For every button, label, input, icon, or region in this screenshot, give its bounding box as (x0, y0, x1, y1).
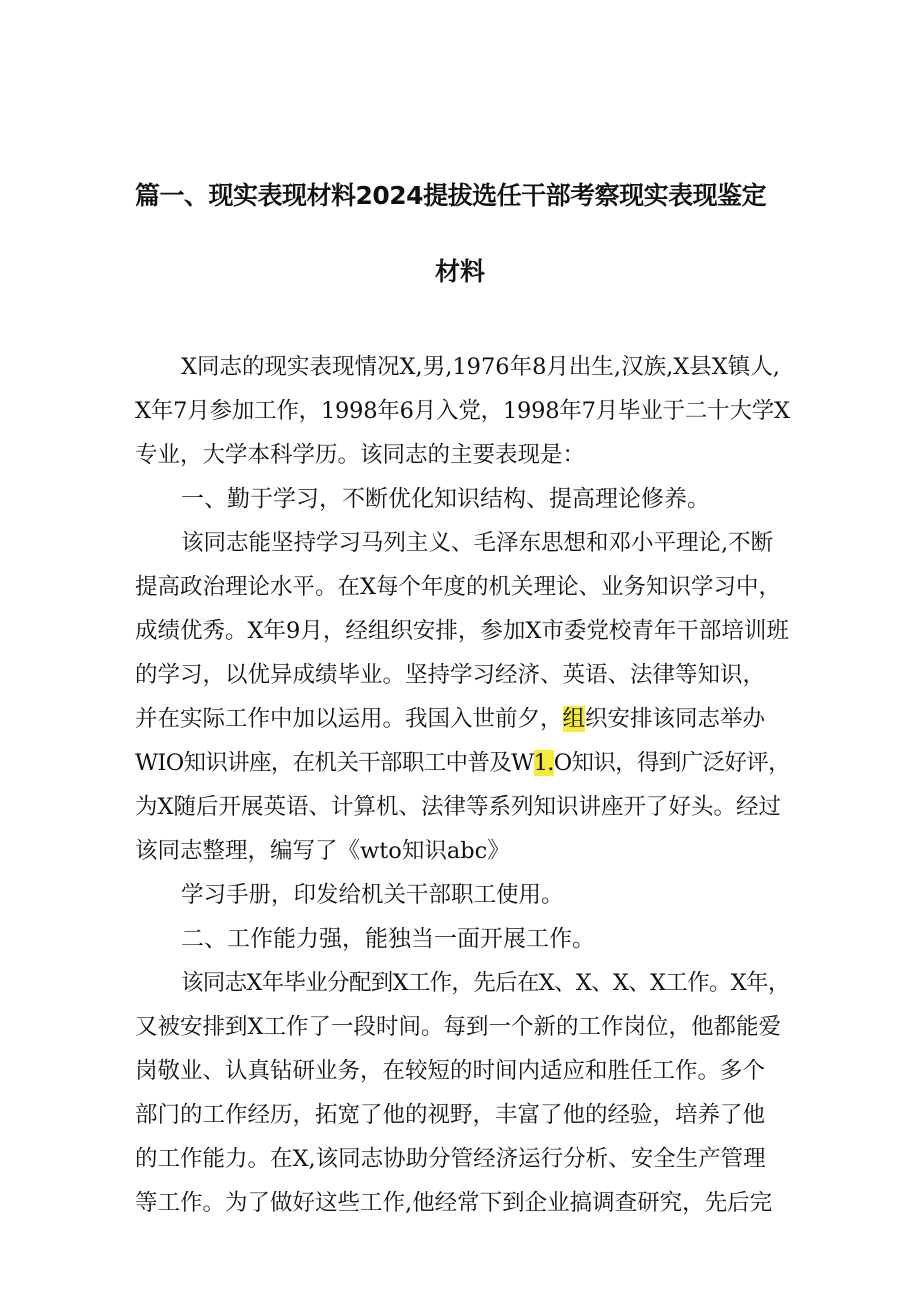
highlighted-text: 组 (562, 706, 586, 732)
paragraph-1-line-3: 专业，大学本科学历。该同志的主要表现是： (135, 442, 586, 468)
paragraph-3-line-4: 部门的工作经历，拓宽了他的视野，丰富了他的经验，培养了他 (135, 1102, 766, 1128)
paragraph-3-line-1: 该同志X年毕业分配到X工作，先后在X、X、X、X工作。X年， (181, 970, 790, 996)
document-title-line-1: 篇一、现实表现材料2024提拔选任干部考察现实表现鉴定 (135, 181, 767, 210)
document-title-line-2: 材料 (434, 257, 485, 286)
paragraph-3-line-3: 岗敬业、认真钻研业务，在较短的时间内适应和胜任工作。多个 (135, 1058, 766, 1084)
paragraph-3-line-2: 又被安排到X工作了一段时间。每到一个新的工作岗位，他都能爱 (135, 1014, 782, 1040)
paragraph-1-line-2: X年7月参加工作，1998年6月入党，1998年7月毕业于二十大学X (135, 398, 790, 424)
section-heading-1: 一、勤于学习，不断优化知识结构、提高理论修养。 (181, 486, 710, 512)
paragraph-2-line-8: 该同志整理，编写了《wto知识abc》 (135, 838, 510, 864)
paragraph-3-line-5: 的工作能力。在X,该同志协助分管经济运行分析、安全生产管理 (135, 1146, 766, 1172)
paragraph-2-line-6-pre: WIO知识讲座，在机关干部职工中普及W (135, 750, 534, 776)
paragraph-2-line-4: 的学习，以优异成绩毕业。坚持学习经济、英语、法律等知识， (135, 662, 766, 688)
paragraph-2-line-6-post: O知识，得到广泛好评， (553, 750, 790, 776)
section-heading-2: 二、工作能力强，能独当一面开展工作。 (181, 926, 595, 952)
paragraph-2-line-5-rest: 织安排该同志举办 (585, 706, 766, 732)
paragraph-2-line-9: 学习手册，印发给机关干部职工使用。 (181, 882, 564, 908)
paragraph-2-line-6 (135, 748, 790, 778)
paragraph-2-line-2: 提高政治理论水平。在X每个年度的机关理论、业务知识学习中， (135, 574, 782, 600)
paragraph-1-line-1: X同志的现实表现情况X,男,1976年8月出生,汉族,X县X镇人, (181, 354, 780, 380)
paragraph-2-line-7: 为X随后开展英语、计算机、法律等系列知识讲座开了好头。经过 (135, 794, 782, 820)
paragraph-3-line-6: 等工作。为了做好这些工作,他经常下到企业搞调查研究，先后完 (135, 1190, 773, 1216)
paragraph-2-line-5 (135, 704, 765, 734)
paragraph-2-line-5-text: 并在实际工作中加以运用。我国入世前夕， (135, 706, 563, 732)
highlighted-text: 1. (533, 750, 554, 776)
paragraph-2-line-1: 该同志能坚持学习马列主义、毛泽东思想和邓小平理论,不断 (181, 530, 774, 556)
paragraph-2-line-3: 成绩优秀。X年9月，经组织安排，参加X市委党校青年干部培训班 (135, 618, 789, 644)
